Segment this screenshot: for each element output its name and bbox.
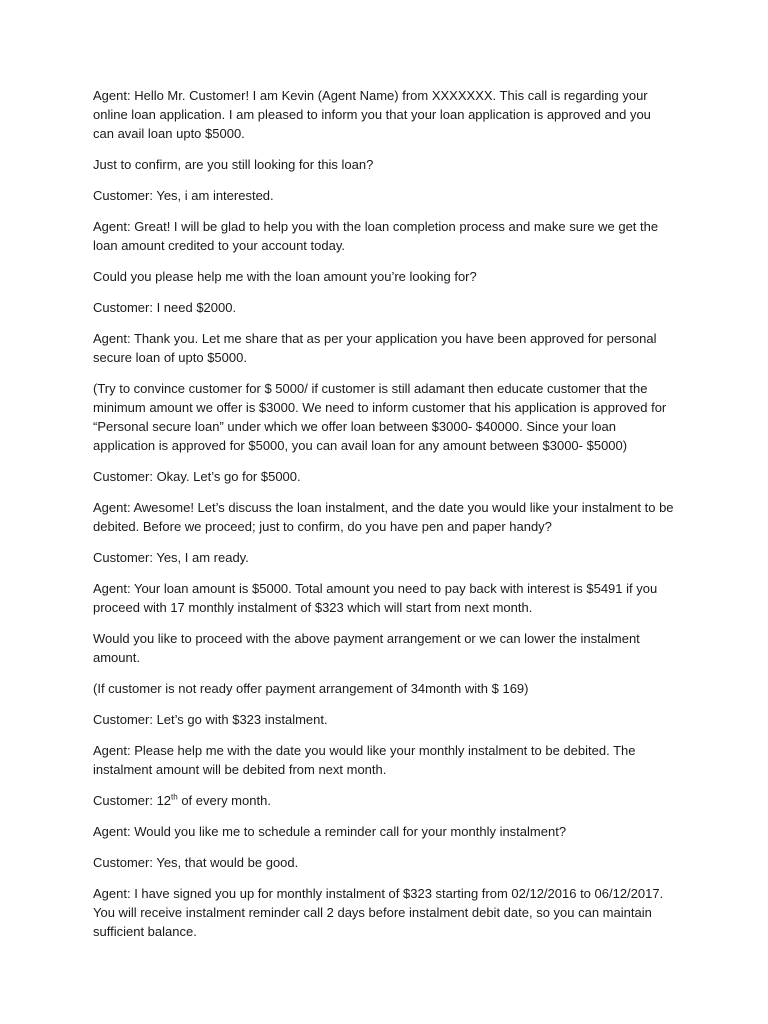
paragraph-confirm-question: Just to confirm, are you still looking for this loan? (93, 157, 374, 172)
paragraph-proceed-question: Would you like to proceed with the above payment arrangement or we can lower the instalment amount. (93, 631, 640, 665)
paragraph-arrangement-note: (If customer is not ready offer payment arrangement of 34month with $ 169) (93, 681, 529, 696)
paragraph-customer-okay: Customer: Okay. Let’s go for $5000. (93, 469, 301, 484)
paragraph-agent-greeting: Agent: Hello Mr. Customer! I am Kevin (Agent Name) from XXXXXXX. This call is regarding your online loan application. I am pleased to inform you that your loan application is approved and you can avail loan upto $5000. (93, 88, 651, 141)
paragraph-customer-date (93, 791, 675, 810)
paragraph-agent-reminder: Agent: Would you like me to schedule a reminder call for your monthly instalment? (93, 824, 567, 839)
paragraph-agent-approved: Agent: Thank you. Let me share that as per your application you have been approved for personal secure loan of upto $5000. (93, 331, 657, 365)
paragraph-agent-loan-amount: Agent: Your loan amount is $5000. Total amount you need to pay back with interest is $5491 if you proceed with 17 monthly instalment of $323 which will start from next month. (93, 581, 658, 615)
date-line-suffix: of every month. (177, 793, 271, 808)
paragraph-customer-need: Customer: I need $2000. (93, 300, 237, 315)
paragraph-convince-note: (Try to convince customer for $ 5000/ if customer is still adamant then educate customer that the minimum amount we offer is $3000. We need to inform customer that his application is approved for “Personal secure loan” under which we offer loan between $3000- $40000. Since your loan application is approved for $5000, you can avail loan for any amount between $3000- $5000) (93, 381, 667, 453)
paragraph-agent-instalment: Agent: Awesome! Let’s discuss the loan instalment, and the date you would like your instalment to be debited. Before we proceed; just to confirm, do you have pen and paper handy? (93, 500, 674, 534)
paragraph-customer-ready: Customer: Yes, I am ready. (93, 550, 249, 565)
date-line-superscript: th (171, 792, 178, 802)
date-line-prefix: Customer: 12 (93, 793, 172, 808)
paragraph-customer-go-323: Customer: Let’s go with $323 instalment. (93, 712, 328, 727)
paragraph-agent-signed-up: Agent: I have signed you up for monthly instalment of $323 starting from 02/12/2016 to 06/12/2017. You will receive instalment reminder call 2 days before instalment debit date, so you can maintain sufficient balance. (93, 886, 664, 939)
paragraph-loan-amount-question: Could you please help me with the loan amount you’re looking for? (93, 269, 477, 284)
paragraph-customer-good: Customer: Yes, that would be good. (93, 855, 299, 870)
paragraph-agent-date: Agent: Please help me with the date you would like your monthly instalment to be debited. The instalment amount will be debited from next month. (93, 743, 636, 777)
paragraph-agent-great: Agent: Great! I will be glad to help you with the loan completion process and make sure we get the loan amount credited to your account today. (93, 219, 659, 253)
paragraph-customer-interested: Customer: Yes, i am interested. (93, 188, 274, 203)
document-body (93, 86, 675, 953)
